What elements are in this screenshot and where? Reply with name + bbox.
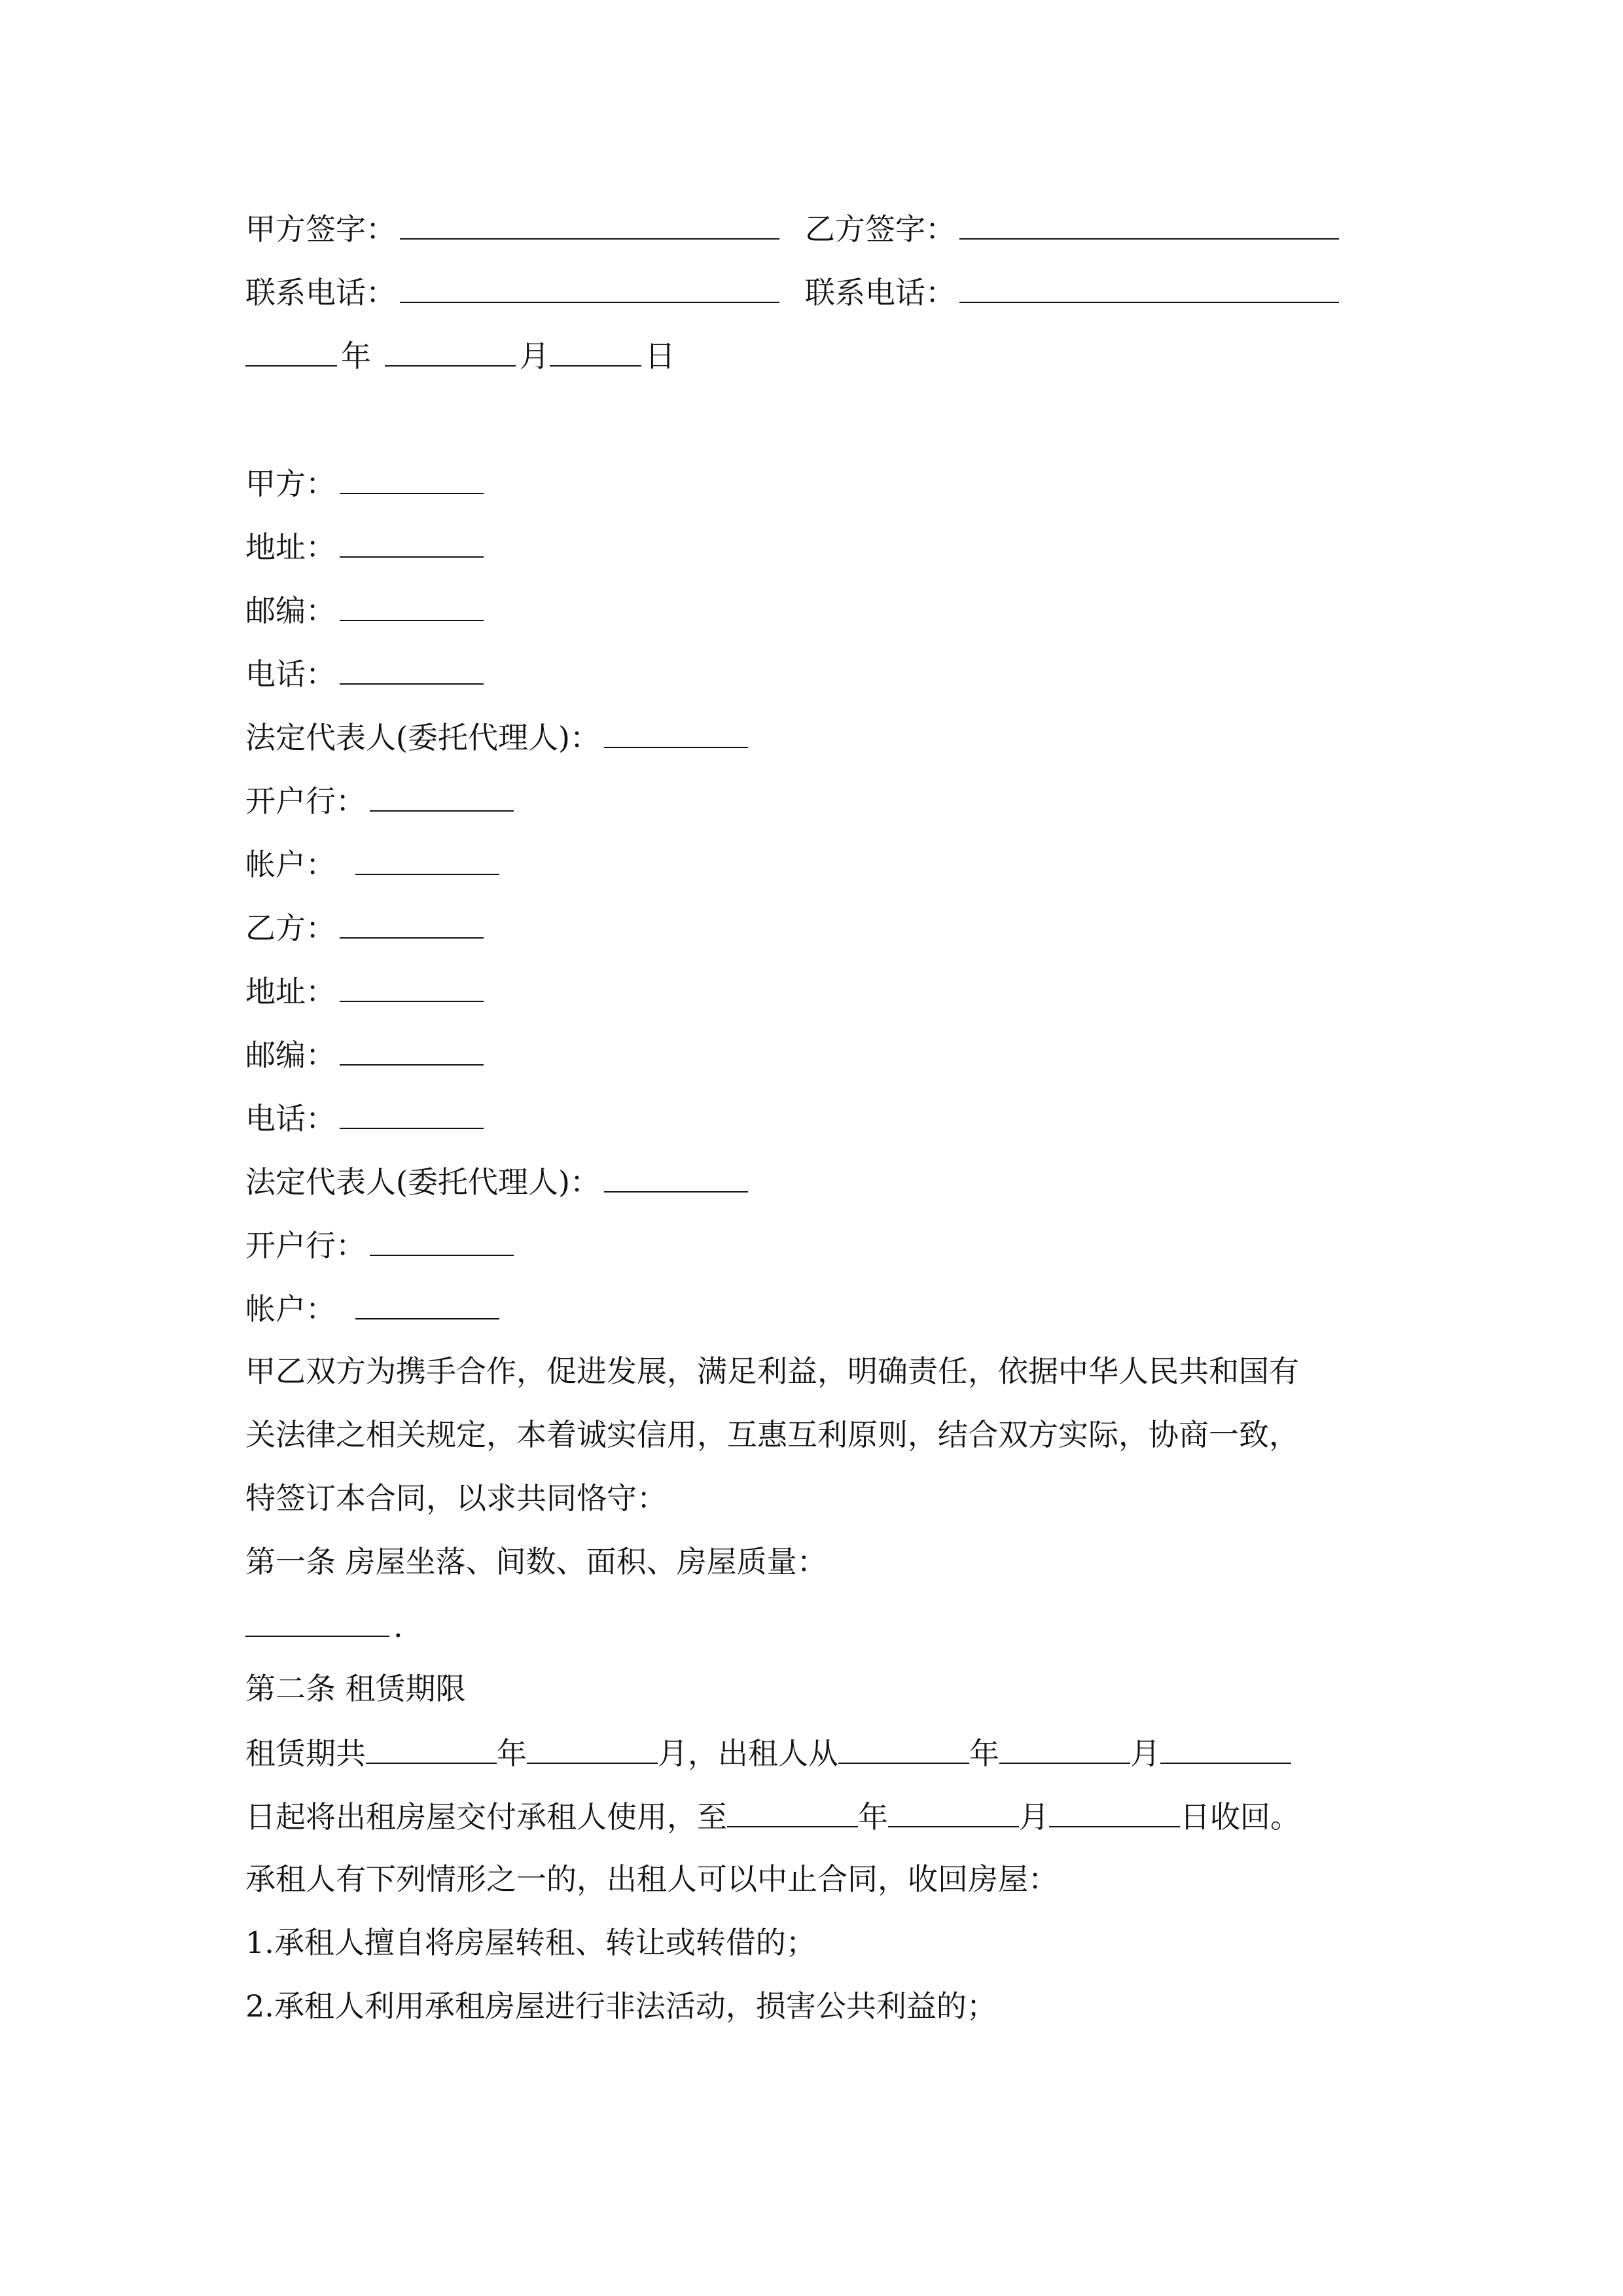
party-b-rep-label: 法定代表人(委托代理人)： — [245, 1164, 600, 1200]
party-b-bank-row — [245, 1225, 1427, 1265]
lease-start-year-label: 年 — [969, 1736, 999, 1771]
preamble-line-2: 关法律之相关规定，本着诚实信用，互惠互利原则，结合双方实际，协商一致， — [245, 1417, 1299, 1452]
party-a-account-row — [245, 844, 1427, 884]
article-1-end-mark: . — [393, 1609, 403, 1644]
party-b-account-field[interactable] — [355, 1288, 499, 1319]
party-a-sign-field[interactable] — [400, 208, 779, 240]
phone-row — [245, 272, 1427, 312]
party-a-address-row — [245, 526, 1427, 567]
lease-end-year-label: 年 — [858, 1799, 888, 1835]
party-b-phone-row — [245, 1098, 1427, 1138]
lease-term-row — [245, 1732, 1427, 1773]
party-b-tel-field[interactable] — [340, 1098, 484, 1129]
signature-row — [245, 208, 1427, 249]
lease-start-month-field[interactable] — [999, 1732, 1130, 1764]
lease-term-prefix: 租赁期共 — [245, 1736, 366, 1771]
year-label: 年 — [341, 338, 371, 374]
party-a-bank-row — [245, 780, 1427, 821]
lease-start-day-field[interactable] — [1160, 1732, 1291, 1764]
party-b-tel-label: 电话： — [245, 1101, 336, 1136]
party-a-postcode-label: 邮编： — [245, 593, 336, 628]
lease-end-month-field[interactable] — [888, 1796, 1019, 1827]
termination-condition: 承租人有下列情形之一的，出租人可以中止合同，收回房屋： — [245, 1861, 1058, 1897]
party-b-account-label: 帐户： — [245, 1291, 336, 1327]
month-field[interactable] — [385, 335, 516, 367]
party-b-account-row — [245, 1288, 1427, 1329]
lease-term-month-label: 月，出租人从 — [658, 1736, 838, 1771]
party-a-bank-field[interactable] — [370, 780, 514, 812]
year-field[interactable] — [245, 335, 337, 367]
lease-start-month-label: 月 — [1130, 1736, 1160, 1771]
article-1-detail-field[interactable] — [245, 1605, 389, 1637]
party-b-phone-field[interactable] — [959, 272, 1339, 303]
party-a-postcode-field[interactable] — [340, 590, 484, 621]
party-a-name-field[interactable] — [340, 463, 484, 494]
party-a-phone-row — [245, 653, 1427, 694]
party-b-phone-label: 联系电话： — [805, 275, 955, 310]
party-a-name-label: 甲方： — [245, 466, 336, 501]
party-a-account-label: 帐户： — [245, 847, 336, 882]
party-b-sign-label: 乙方签字： — [805, 211, 955, 247]
article-1-title: 第一条 房屋坐落、间数、面积、房屋质量： — [245, 1544, 827, 1579]
party-b-name-label: 乙方： — [245, 910, 336, 946]
lease-end-row — [245, 1796, 1427, 1837]
party-a-address-field[interactable] — [340, 526, 484, 558]
preamble-line-1: 甲乙双方为携手合作，促进发展，满足利益，明确责任，依据中华人民共和国有 — [245, 1354, 1299, 1389]
party-a-sign-label: 甲方签字： — [245, 211, 396, 247]
lease-recover-text: 日收回。 — [1180, 1799, 1300, 1835]
party-b-bank-label: 开户行： — [245, 1228, 366, 1263]
lease-end-month-label: 月 — [1019, 1799, 1049, 1835]
party-a-rep-label: 法定代表人(委托代理人)： — [245, 720, 600, 755]
party-b-bank-field[interactable] — [370, 1225, 514, 1256]
party-b-postcode-label: 邮编： — [245, 1037, 336, 1073]
party-b-sign-field[interactable] — [959, 208, 1339, 240]
preamble-line-3: 特签订本合同，以求共同恪守： — [245, 1480, 667, 1516]
lease-end-day-field[interactable] — [1049, 1796, 1180, 1827]
party-a-rep-row — [245, 717, 1427, 757]
party-b-rep-field[interactable] — [604, 1161, 748, 1193]
month-label: 月 — [519, 338, 550, 374]
party-b-address-row — [245, 971, 1427, 1011]
party-a-rep-field[interactable] — [604, 717, 748, 748]
party-a-phone-label: 联系电话： — [245, 275, 396, 310]
lease-start-year-field[interactable] — [838, 1732, 969, 1764]
article-2-title: 第二条 租赁期限 — [245, 1671, 466, 1706]
lease-term-year-label: 年 — [497, 1736, 527, 1771]
party-b-address-field[interactable] — [340, 971, 484, 1002]
termination-item-1: 1.承租人擅自将房屋转租、转让或转借的； — [245, 1925, 816, 1960]
party-b-postcode-row — [245, 1034, 1427, 1075]
party-a-phone-field[interactable] — [400, 272, 779, 303]
article-1-detail-row — [245, 1605, 1427, 1646]
party-a-tel-field[interactable] — [340, 653, 484, 685]
party-a-address-label: 地址： — [245, 529, 336, 565]
party-b-name-field[interactable] — [340, 907, 484, 939]
party-b-address-label: 地址： — [245, 974, 336, 1009]
party-b-postcode-field[interactable] — [340, 1034, 484, 1066]
lease-term-years-field[interactable] — [366, 1732, 497, 1764]
termination-item-2: 2.承租人利用承租房屋进行非法活动，损害公共利益的； — [245, 1988, 997, 2024]
party-b-name-row — [245, 907, 1427, 948]
date-row — [245, 335, 1427, 376]
party-b-rep-row — [245, 1161, 1427, 1202]
party-a-bank-label: 开户行： — [245, 783, 366, 819]
day-field[interactable] — [550, 335, 641, 367]
lease-term-months-field[interactable] — [527, 1732, 658, 1764]
lease-end-year-field[interactable] — [727, 1796, 858, 1827]
party-a-postcode-row — [245, 590, 1427, 630]
lease-handover-text: 日起将出租房屋交付承租人使用，至 — [245, 1799, 727, 1835]
party-a-name-row — [245, 463, 1427, 503]
party-a-account-field[interactable] — [355, 844, 499, 875]
day-label: 日 — [645, 338, 675, 374]
party-a-tel-label: 电话： — [245, 656, 336, 692]
